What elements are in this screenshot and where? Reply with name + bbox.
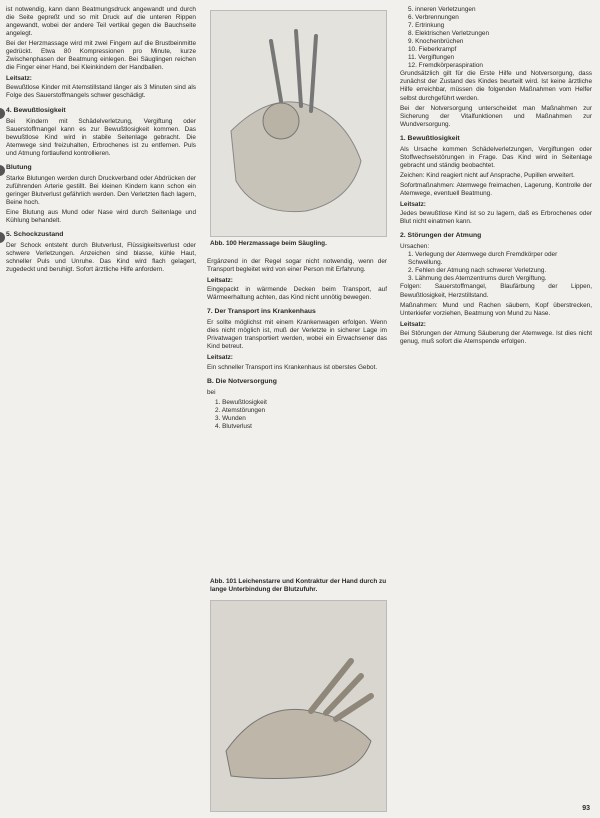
paragraph: Maßnahmen: Mund und Rachen säubern, Kopf überstrecken, Unterkiefer vorziehen, Beatmung von Mund zu Nase. (400, 301, 592, 317)
figure-101-image (210, 600, 387, 812)
page-number: 93 (582, 805, 590, 812)
ursachen-label: Ursachen: (400, 243, 430, 251)
section-heading: 2. Störungen der Atmung (400, 232, 482, 240)
figure-101-caption: Abb. 101 Leichenstarre und Kontraktur der Hand durch zu lange Unterbindung der Blutzufuhr. (210, 578, 387, 593)
paragraph: Ergänzend in der Regel sogar nicht notwendig, wenn der Transport begleitet wird von einer Person mit Erfahrung. (207, 258, 387, 274)
paragraph: Ein schneller Transport ins Krankenhaus ist oberstes Gebot. (207, 363, 378, 371)
paragraph: Sofortmaßnahmen: Atemwege freimachen, Lagerung, Kontrolle der Atemwege, eventuell Beatmung. (400, 181, 592, 197)
section-heading: B. Die Notversorgung (207, 377, 277, 385)
section-heading: 5. Schockzustand (6, 231, 196, 239)
column-2 (207, 258, 387, 431)
paragraph: Grundsätzlich gilt für die Erste Hilfe und Notversorgung, dass zunächst der Zustand des Kindes beurteilt wird. Ist keine ärztliche Hilfe erreichbar, müssen die folgenden Maßnahmen vom Helfer selbst durchgeführt werden. (400, 70, 592, 102)
list-item: 7. Ertrinkung (408, 22, 445, 30)
intro-text: bei (207, 388, 216, 396)
list-item: 8. Elektrischen Verletzungen (408, 30, 489, 38)
paragraph: Jedes bewußtlose Kind ist so zu lagern, daß es Erbrochenes oder Blut nicht einatmen kann. (400, 210, 592, 226)
paragraph: Bewußtlose Kinder mit Atemstillstand länger als 3 Minuten sind als Folge des Sauerstoffmangels schwer geschädigt. (6, 84, 196, 100)
paragraph: Bei Kindern mit Schädelverletzung, Vergiftung oder Sauerstoffmangel kann es zur Bewußtlosigkeit kommen. Das bewußtlose Kind wird in stabile Seitenlage gebracht. Die Atemwege sind freizuhalten, Erbrochenes ist zu entfernen. Puls und Atmung fortlaufend kontrollieren. (6, 117, 196, 157)
list-item: 3. Lähmung des Atemzentrums durch Vergiftung. (408, 275, 547, 283)
notversorgung-list (207, 399, 387, 431)
list-item: 3. Wunden (215, 414, 246, 422)
list-item: 6. Verbrennungen (408, 14, 459, 22)
section-heading: Blutung (6, 164, 196, 172)
list-item: 2. Fehlen der Atmung nach schwerer Verletzung. (408, 267, 547, 275)
leitsatz-label: Leitsatz: (207, 354, 233, 362)
column-3 (400, 6, 592, 348)
paragraph: Folgen: Sauerstoffmangel, Blaufärbung der Lippen, Bewußtlosigkeit, Herzstillstand. (400, 283, 592, 299)
column-1 (6, 6, 196, 276)
paragraph: Als Ursache kommen Schädelverletzungen, Vergiftungen oder Stoffwechselstörungen in Frage. Das Kind wird in Seitenlage gebracht und ständig beobachtet. (400, 145, 592, 169)
leitsatz-label: Leitsatz: (400, 320, 426, 328)
paragraph: Bei der Notversorgung unterscheidet man Maßnahmen zur Sicherung der Vitalfunktionen und Maßnahmen zur Wundversorgung. (400, 104, 592, 128)
list-item: 5. inneren Verletzungen (408, 6, 476, 13)
paragraph: Zeichen: Kind reagiert nicht auf Ansprache, Pupillen erweitert. (400, 171, 575, 179)
list-item: 2. Atemstörungen (215, 406, 266, 414)
paragraph: Eine Blutung aus Mund oder Nase wird durch Seitenlage und Kühlung behandelt. (6, 209, 196, 225)
list-item: 1. Verlegung der Atemwege durch Fremdkörper oder Schwellung. (408, 251, 558, 267)
list-item: 4. Blutverlust (215, 422, 252, 430)
list-item: 11. Vergiftungen (408, 54, 455, 62)
paragraph: Der Schock entsteht durch Blutverlust, Flüssigkeitsverlust oder schwere Verletzungen. Anzeichen sind blasse, kühle Haut, schneller Puls und Unruhe. Das Kind wird flach gelagert, zugedeckt und beruhigt. Sofort ärztliche Hilfe anfordern. (6, 242, 196, 274)
paragraph: ist notwendig, kann dann Beatmungsdruck angewandt und durch die Seite gepreßt und so mit Druck auf die unteren Rippen angewandt, wobei der andere Teil vertikal gegen die Bauchseite angelegt. (6, 6, 196, 38)
figure-100-caption: Abb. 100 Herzmassage beim Säugling. (210, 240, 327, 247)
paragraph: Bei Störungen der Atmung Säuberung der Atemwege. Ist dies nicht genug, muß sofort die Atemspende erfolgen. (400, 329, 592, 345)
list-item: 9. Knochenbrüchen (408, 38, 464, 46)
list-item: 1. Bewußtlosigkeit (215, 398, 267, 406)
section-heading: 7. Der Transport ins Krankenhaus (207, 308, 316, 316)
paragraph: Er sollte möglichst mit einem Krankenwagen erfolgen. Wenn dies nicht möglich ist, muß der Verletzte in sicherer Lage im Privatwagen transportiert werden, wobei ein Erwachsener das Kind betreut. (207, 319, 387, 351)
leitsatz-label: Leitsatz: (207, 277, 233, 285)
paragraph: Eingepackt in wärmende Decken beim Transport, auf Wärmeerhaltung achten, das Kind nicht unnötig bewegen. (207, 286, 387, 302)
list-item: 12. Fremdkörperaspiration (408, 62, 483, 70)
section-heading: 4. Bewußtlosigkeit (6, 107, 196, 115)
paragraph: Starke Blutungen werden durch Druckverband oder Abdrücken der zuführenden Arterie gestillt. Bei kleinen Kindern kann schon ein geringer Blutverlust gefährlich werden. Den Verletzten flach lagern, Beine hoch. (6, 174, 196, 206)
ursachen-list (400, 251, 592, 283)
figure-100-image (210, 10, 387, 237)
paragraph: Bei der Herzmassage wird mit zwei Fingern auf die Brustbeinmitte gedrückt. Etwa 80 Kompressionen pro Minute, kurze Zwischenphasen der Beatmung einlegen. Bei Säuglingen reichen die Finger einer Hand, bei Kleinkindern der Handballen. (6, 40, 196, 72)
list-item: 10. Fieberkrampf (408, 46, 457, 54)
leitsatz-label: Leitsatz: (400, 201, 426, 209)
leitsatz-label: Leitsatz: (6, 75, 32, 83)
conditions-list (400, 6, 592, 70)
section-heading: 1. Bewußtlosigkeit (400, 134, 460, 142)
